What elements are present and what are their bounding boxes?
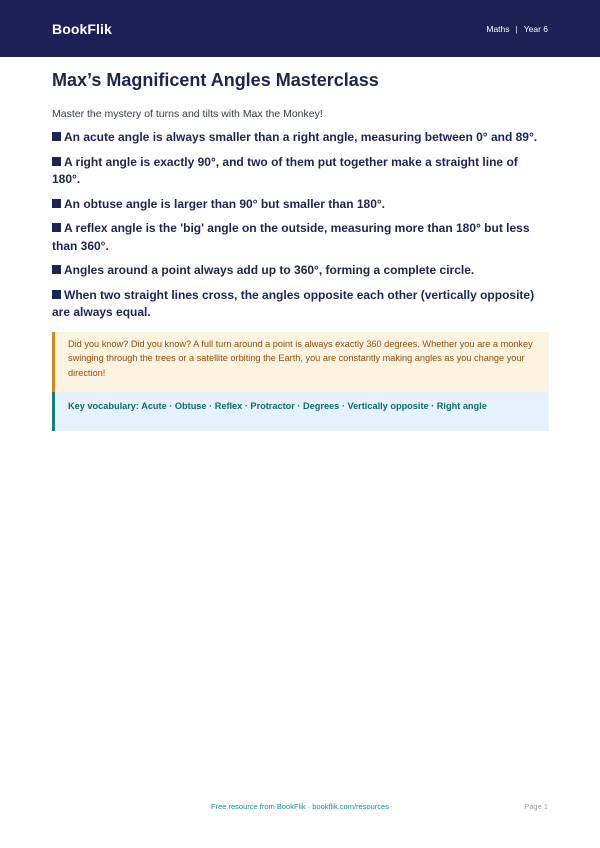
main-content: [52, 62, 549, 431]
fact-list: [52, 129, 549, 322]
subject-label: Maths: [486, 23, 510, 34]
fact-text: When two straight lines cross, the angles opposite each other (vertically opposite) are always equal.: [52, 287, 535, 319]
square-bullet-icon: [52, 223, 61, 232]
square-bullet-icon: [52, 199, 61, 208]
footer-credit-link[interactable]: Free resource from BookFlik · bookflik.com/resources: [211, 802, 389, 811]
meta-separator: |: [515, 23, 518, 34]
fact-item: [52, 154, 549, 189]
fact-item: [52, 129, 549, 147]
square-bullet-icon: [52, 157, 61, 166]
fact-text: An obtuse angle is larger than 90° but smaller than 180°.: [64, 196, 386, 211]
fact-text: An acute angle is always smaller than a right angle, measuring between 0° and 89°.: [64, 130, 538, 144]
square-bullet-icon: [52, 265, 61, 274]
fact-item: [52, 262, 549, 280]
fact-item: [52, 220, 549, 255]
header-bar: [0, 0, 600, 57]
key-vocabulary-box: Key vocabulary: Acute · Obtuse · Reflex · Protractor · Degrees · Vertically opposite · Right angle: [52, 392, 549, 431]
page-footer: [0, 802, 600, 816]
square-bullet-icon: [52, 132, 61, 141]
fact-text: Angles around a point always add up to 360°, forming a complete circle.: [64, 263, 475, 277]
fact-item: [52, 287, 549, 322]
did-you-know-callout: Did you know? Did you know? A full turn around a point is always exactly 360 degrees. Whether you are a monkey swinging through the trees or a satellite orbiting the Earth, you are constantly making angles as you change your direction!: [52, 332, 549, 393]
page-title: Max’s Magnificent Angles Masterclass: [52, 70, 379, 90]
brand-logo-text[interactable]: BookFlik: [52, 20, 112, 37]
fact-text: A reflex angle is the 'big' angle on the outside, measuring more than 180° but less than 360°.: [52, 221, 530, 253]
square-bullet-icon: [52, 290, 61, 299]
fact-item: [52, 196, 549, 214]
page-number: Page 1: [524, 802, 548, 811]
fact-text: A right angle is exactly 90°, and two of them put together make a straight line of 180°.: [52, 154, 518, 186]
page-subtitle: Master the mystery of turns and tilts with Max the Monkey!: [52, 108, 323, 120]
header-meta: [486, 24, 548, 34]
year-label: Year 6: [523, 23, 548, 34]
